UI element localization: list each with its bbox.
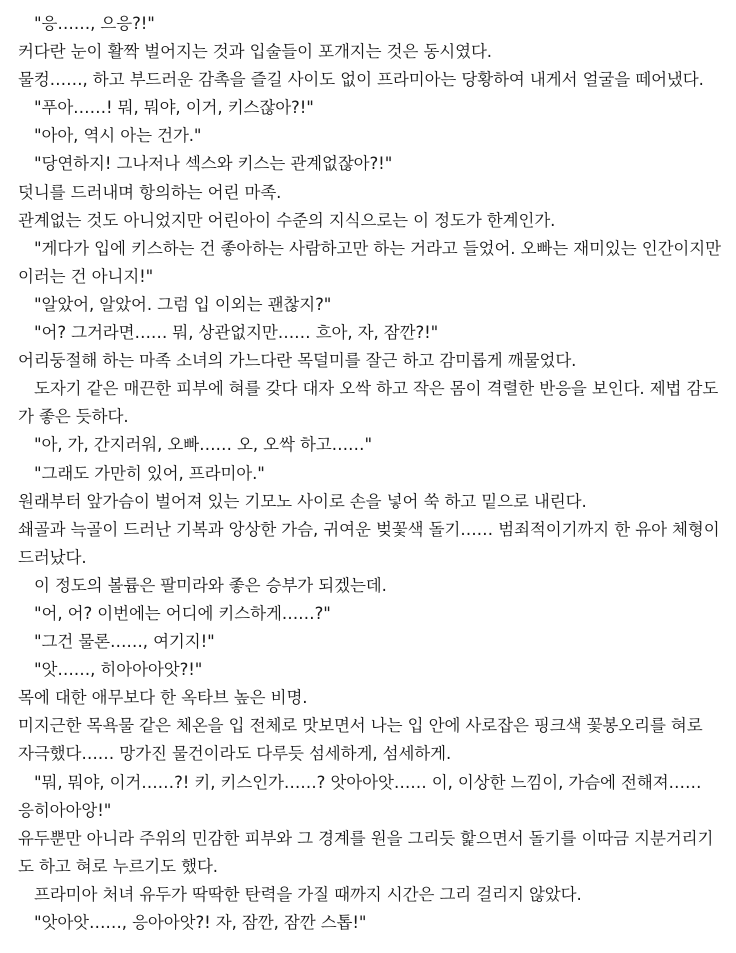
paragraph: "앗아앗……, 응아아앗?! 자, 잠깐, 잠깐 스톱!": [34, 913, 367, 932]
paragraph: 유두뿐만 아니라 주위의 민감한 피부와 그 경계를 원을 그리듯 핥으면서 돌기를 이따금 지분거리기도 하고 혀로 누르기도 했다.: [18, 828, 714, 876]
document-text-body: [18, 10, 727, 937]
paragraph: "앗……, 히아아아앗?!": [34, 660, 203, 680]
paragraph: 쇄골과 늑골이 드러난 기복과 앙상한 가슴, 귀여운 벚꽃색 돌기…… 범죄적이기까지 한 유아 체형이 드러났다.: [18, 519, 725, 567]
paragraph: "아아, 역시 아는 건가.": [34, 126, 202, 146]
paragraph: 프라미아 처녀 유두가 딱딱한 탄력을 가질 때까지 시간은 그리 걸리지 않았다.: [34, 884, 582, 904]
paragraph: 원래부터 앞가슴이 벌어져 있는 기모노 사이로 손을 넣어 쑥 하고 밑으로 내린다.: [18, 491, 587, 511]
paragraph: 커다란 눈이 활짝 벌어지는 것과 입술들이 포개지는 것은 동시였다.: [18, 42, 492, 62]
paragraph: 이 정도의 볼륨은 팔미라와 좋은 승부가 되겠는데.: [34, 575, 387, 595]
paragraph: 물컹……, 하고 부드러운 감촉을 즐길 사이도 없이 프라미아는 당황하여 내게서 얼굴을 떼어냈다.: [18, 70, 704, 90]
paragraph: "알았어, 알았어. 그럼 입 이외는 괜찮지?": [34, 294, 332, 314]
paragraph: 미지근한 목욕물 같은 체온을 입 전체로 맛보면서 나는 입 안에 사로잡은 핑크색 꽃봉오리를 혀로 자극했다…… 망가진 물건이라도 다루듯 섬세하게, 섬세하게.: [18, 716, 708, 764]
paragraph: "어? 그거라면…… 뭐, 상관없지만…… 흐아, 자, 잠깐?!": [34, 323, 439, 343]
paragraph: 덧니를 드러내며 항의하는 어린 마족.: [18, 182, 282, 202]
paragraph: 도자기 같은 매끈한 피부에 혀를 갖다 대자 오싹 하고 작은 몸이 격렬한 반응을 보인다. 제법 감도가 좋은 듯하다.: [18, 379, 719, 427]
paragraph: "아, 가, 간지러워, 오빠…… 오, 오싹 하고……": [34, 435, 372, 455]
paragraph: "어, 어? 이번에는 어디에 키스하게……?": [34, 603, 331, 623]
paragraph: "그래도 가만히 있어, 프라미아.": [34, 463, 265, 483]
paragraph: 관계없는 것도 아니었지만 어린아이 수준의 지식으로는 이 정도가 한계인가.: [18, 210, 556, 230]
paragraph: 어리둥절해 하는 마족 소녀의 가느다란 목덜미를 잘근 하고 감미롭게 깨물었다.: [18, 351, 577, 371]
paragraph: 목에 대한 애무보다 한 옥타브 높은 비명.: [18, 688, 308, 708]
paragraph: "푸아……! 뭐, 뭐야, 이거, 키스잖아?!": [34, 98, 314, 118]
paragraph: "그건 물론……, 여기지!": [34, 632, 215, 652]
paragraph: "게다가 입에 키스하는 건 좋아하는 사람하고만 하는 거라고 들었어. 오빠는 재미있는 인간이지만 이러는 건 아니지!": [18, 238, 727, 286]
paragraph: "뭐, 뭐야, 이거……?! 키, 키스인가……? 앗아아앗…… 이, 이상한 느낌이, 가슴에 전해져…… 응히아아앙!": [18, 772, 707, 820]
paragraph: "응……, 으응?!": [34, 14, 155, 33]
paragraph: "당연하지! 그나저나 섹스와 키스는 관계없잖아?!": [34, 154, 393, 174]
